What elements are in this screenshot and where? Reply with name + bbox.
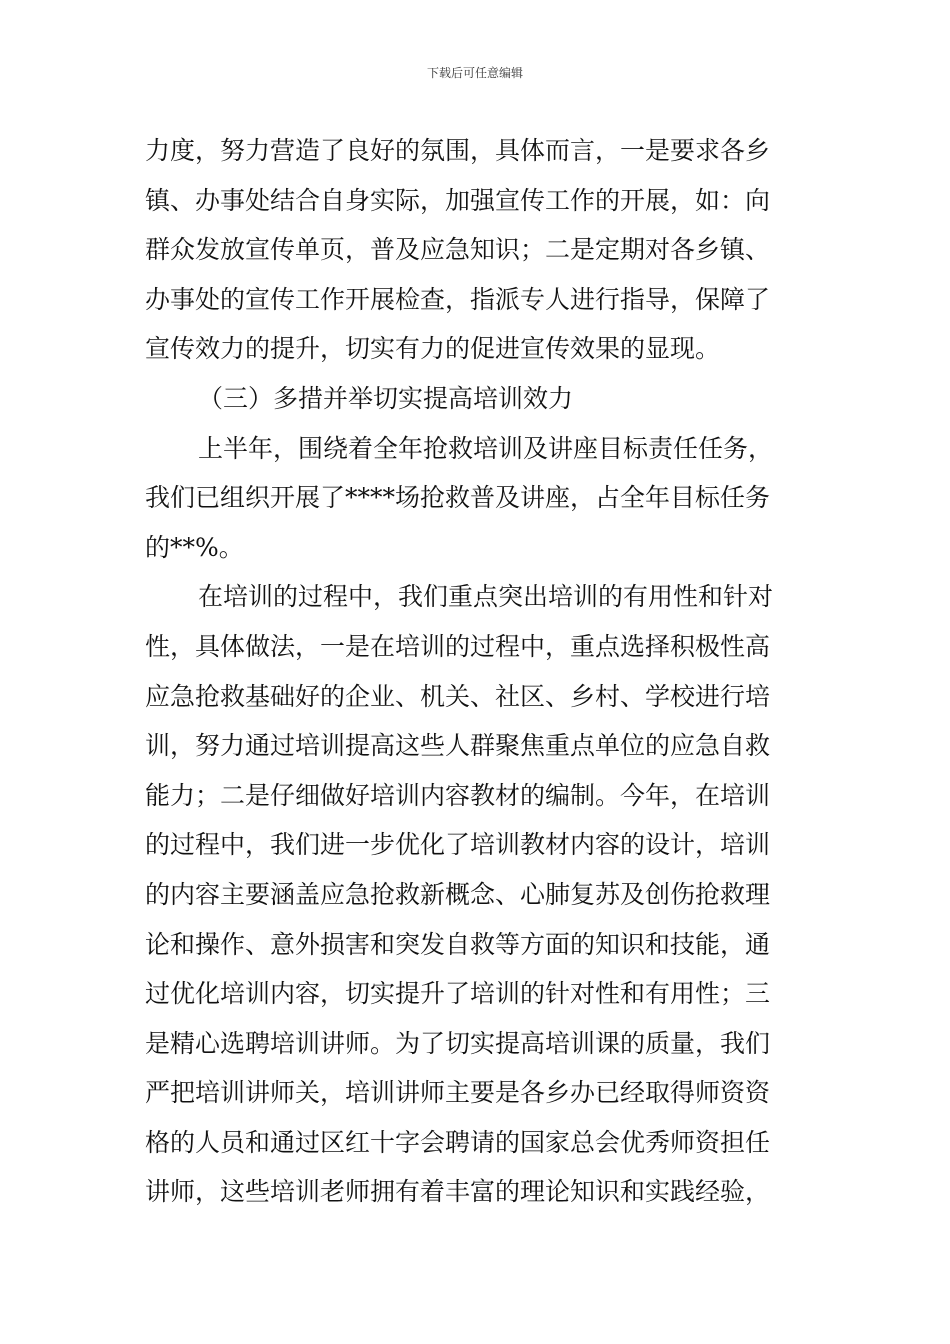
text-line: 是精心选聘培训讲师。为了切实提高培训课的质量，我们 [145,1028,771,1058]
text-line: 镇、办事处结合自身实际，加强宣传工作的开展，如：向 [145,185,771,215]
text-line: 在培训的过程中，我们重点突出培训的有用性和针对 [198,582,774,612]
text-line: 过优化培训内容，切实提升了培训的针对性和有用性；三 [145,979,771,1009]
text-line: 讲师，这些培训老师拥有着丰富的理论知识和实践经验， [145,1177,771,1207]
text-line: 的**%。 [145,532,244,562]
page-header: 下载后可任意编辑 [426,66,523,80]
document-body [145,126,805,1217]
section-heading: （三）多措并举切实提高培训效力 [198,383,574,413]
text-line: 严把培训讲师关，培训讲师主要是各乡办已经取得师资资 [145,1078,771,1108]
text-line: 办事处的宣传工作开展检查，指派专人进行指导，保障了 [145,284,771,314]
text-line: 群众发放宣传单页，普及应急知识；二是定期对各乡镇、 [145,235,771,265]
text-line: 论和操作、意外损害和突发自救等方面的知识和技能，通 [145,929,771,959]
text-line: 训，努力通过培训提高这些人群聚焦重点单位的应急自救 [145,731,771,761]
text-line: 性，具体做法，一是在培训的过程中，重点选择积极性高 [145,631,771,661]
text-line: 我们已组织开展了****场抢救普及讲座，占全年目标任务 [145,483,771,513]
text-line: 的内容主要涵盖应急抢救新概念、心肺复苏及创伤抢救理 [145,879,771,909]
text-line: 能力；二是仔细做好培训内容教材的编制。今年，在培训 [145,780,771,810]
text-line: 上半年，围绕着全年抢救培训及讲座目标责任任务， [198,433,774,463]
text-line: 力度，努力营造了良好的氛围，具体而言，一是要求各乡 [145,136,771,165]
text-line: 的过程中，我们进一步优化了培训教材内容的设计，培训 [145,830,771,860]
text-line: 宣传效力的提升，切实有力的促进宣传效果的显现。 [145,334,721,364]
text-line: 应急抢救基础好的企业、机关、社区、乡村、学校进行培 [145,681,771,711]
text-line: 格的人员和通过区红十字会聘请的国家总会优秀师资担任 [145,1127,771,1157]
